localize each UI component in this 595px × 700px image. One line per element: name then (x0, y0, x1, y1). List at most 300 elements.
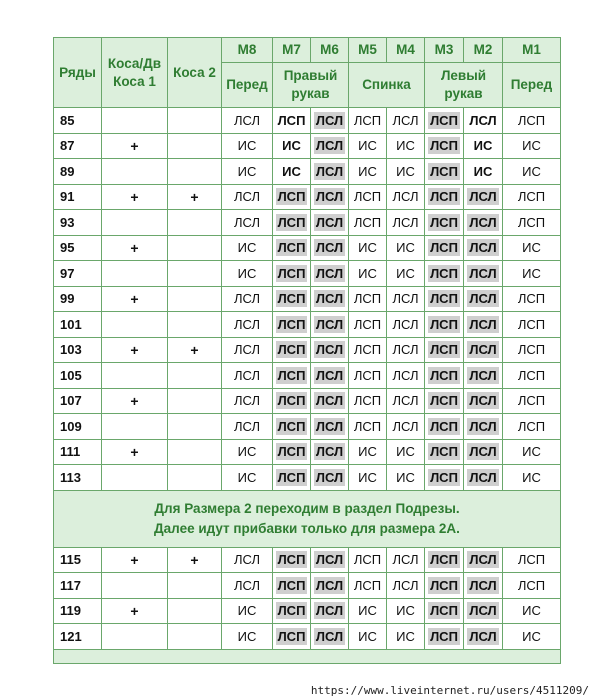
stitch-cell (425, 439, 464, 465)
stitch-cell: ИС (387, 261, 425, 287)
stitch-label: ЛСП (430, 112, 458, 128)
header-m7: М7 (273, 38, 311, 63)
stitch-cell (273, 286, 311, 312)
stitch-cell: ЛСП (503, 184, 561, 210)
row-number: 95 (54, 235, 102, 261)
stitch-cell (425, 573, 464, 599)
stitch-label: ЛСП (430, 603, 458, 619)
stitch-label: ЛСП (277, 393, 306, 409)
kosa-2-mark (168, 108, 222, 134)
stitch-cell (273, 235, 311, 261)
stitch-cell: ЛСП (349, 210, 387, 236)
kosa-1-mark: + (102, 388, 168, 414)
stitch-label: ЛСП (430, 418, 458, 434)
stitch-label: ЛСП (430, 469, 458, 485)
kosa-2-mark (168, 159, 222, 185)
stitch-cell: ЛСЛ (387, 388, 425, 414)
kosa-2-mark: + (168, 547, 222, 573)
stitch-cell: ИС (503, 159, 561, 185)
table-row (54, 465, 561, 491)
stitch-cell: ЛСЛ (222, 210, 273, 236)
stitch-cell: ЛСЛ (222, 547, 273, 573)
stitch-label: ЛСП (430, 444, 458, 460)
stitch-cell (464, 414, 503, 440)
stitch-cell (273, 465, 311, 491)
row-number: 91 (54, 184, 102, 210)
row-number: 99 (54, 286, 102, 312)
stitch-cell (273, 363, 311, 389)
stitch-cell: ИС (387, 624, 425, 650)
stitch-label: ЛСП (430, 367, 458, 383)
note-line-2: Далее идут прибавки только для размера 2А. (154, 520, 460, 536)
stitch-label: ЛСЛ (315, 214, 344, 230)
row-number: 85 (54, 108, 102, 134)
stitch-cell: ЛСЛ (387, 312, 425, 338)
stitch-label: ЛСП (430, 577, 458, 593)
stitch-cell (311, 312, 349, 338)
header-kosa-2: Коса 2 (168, 38, 222, 108)
header-m5: М5 (349, 38, 387, 63)
stitch-label: ЛСП (430, 240, 458, 256)
stitch-label: ЛСП (430, 265, 458, 281)
stitch-cell (425, 210, 464, 236)
stitch-label: ЛСЛ (469, 240, 497, 256)
stitch-cell (311, 547, 349, 573)
kosa-2-mark (168, 261, 222, 287)
table-row (54, 363, 561, 389)
stitch-cell: ЛСЛ (222, 286, 273, 312)
stitch-cell: ИС (273, 159, 311, 185)
stitch-cell (464, 573, 503, 599)
stitch-label: ЛСП (430, 316, 458, 332)
stitch-cell (311, 210, 349, 236)
stitch-cell (311, 184, 349, 210)
stitch-cell: ИС (222, 624, 273, 650)
stitch-label: ЛСЛ (469, 367, 497, 383)
stitch-label: ЛСП (277, 628, 306, 644)
stitch-label: ЛСП (430, 628, 458, 644)
header-m4: М4 (387, 38, 425, 63)
stitch-cell: ЛСЛ (222, 414, 273, 440)
stitch-label: ЛСЛ (315, 552, 344, 568)
header-m8: М8 (222, 38, 273, 63)
stitch-cell: ЛСП (349, 388, 387, 414)
row-number: 115 (54, 547, 102, 573)
stitch-cell (464, 337, 503, 363)
stitch-cell: ИС (387, 439, 425, 465)
kosa-2-mark (168, 388, 222, 414)
stitch-cell (273, 337, 311, 363)
footer-row (54, 649, 561, 663)
stitch-cell: ЛСП (349, 363, 387, 389)
stitch-cell: ИС (349, 598, 387, 624)
stitch-cell (464, 624, 503, 650)
row-number: 119 (54, 598, 102, 624)
stitch-cell: ИС (349, 261, 387, 287)
stitch-cell: ИС (273, 133, 311, 159)
watermark-url: https://www.liveinternet.ru/users/4511209/ (310, 684, 589, 697)
stitch-label: ЛСП (277, 214, 306, 230)
row-number: 97 (54, 261, 102, 287)
stitch-cell: ЛСЛ (222, 184, 273, 210)
stitch-cell (311, 388, 349, 414)
stitch-cell: ЛСП (349, 547, 387, 573)
stitch-label: ЛСЛ (469, 577, 497, 593)
stitch-cell (311, 108, 349, 134)
stitch-label: ЛСЛ (315, 240, 344, 256)
stitch-cell: ИС (349, 439, 387, 465)
stitch-cell: ИС (503, 235, 561, 261)
stitch-cell: ИС (349, 465, 387, 491)
stitch-cell: ЛСП (349, 108, 387, 134)
header-back: Спинка (349, 63, 425, 108)
stitch-label: ЛСЛ (469, 469, 497, 485)
stitch-label: ЛСЛ (315, 603, 344, 619)
stitch-cell: ЛСП (503, 108, 561, 134)
stitch-label: ЛСЛ (315, 265, 344, 281)
stitch-label: ЛСП (277, 240, 306, 256)
kosa-2-mark (168, 312, 222, 338)
kosa-1-mark: + (102, 439, 168, 465)
stitch-cell: ЛСП (349, 286, 387, 312)
table-row (54, 439, 561, 465)
header-left-sleeve: Левый рукав (425, 63, 503, 108)
stitch-cell (464, 547, 503, 573)
stitch-label: ЛСЛ (315, 367, 344, 383)
stitch-label: ЛСП (277, 291, 306, 307)
stitch-label: ЛСЛ (469, 603, 497, 619)
kosa-1-mark (102, 159, 168, 185)
stitch-cell: ИС (222, 133, 273, 159)
kosa-1-mark: + (102, 337, 168, 363)
stitch-cell: ИС (503, 133, 561, 159)
stitch-cell: ЛСП (503, 337, 561, 363)
stitch-cell (464, 312, 503, 338)
kosa-2-mark (168, 465, 222, 491)
table-row (54, 235, 561, 261)
header-rows: Ряды (54, 38, 102, 108)
stitch-cell: ЛСЛ (464, 108, 503, 134)
stitch-cell (311, 598, 349, 624)
stitch-label: ЛСЛ (469, 628, 497, 644)
stitch-label: ЛСЛ (315, 418, 344, 434)
header-m6: М6 (311, 38, 349, 63)
stitch-label: ЛСЛ (315, 469, 344, 485)
stitch-cell (425, 363, 464, 389)
stitch-label: ЛСП (277, 418, 306, 434)
table-row (54, 414, 561, 440)
table-row (54, 573, 561, 599)
stitch-cell (425, 598, 464, 624)
row-number: 89 (54, 159, 102, 185)
stitch-cell: ИС (349, 133, 387, 159)
stitch-cell (425, 159, 464, 185)
stitch-cell: ИС (222, 261, 273, 287)
table-row (54, 624, 561, 650)
table-row (54, 184, 561, 210)
header-right-sleeve: Правый рукав (273, 63, 349, 108)
stitch-cell: ЛСП (503, 573, 561, 599)
stitch-cell (273, 547, 311, 573)
kosa-1-mark (102, 573, 168, 599)
stitch-label: ЛСП (430, 163, 458, 179)
stitch-cell: ЛСЛ (222, 108, 273, 134)
stitch-cell: ИС (464, 159, 503, 185)
stitch-label: ЛСП (277, 316, 306, 332)
row-number: 121 (54, 624, 102, 650)
stitch-cell (311, 414, 349, 440)
kosa-2-mark (168, 363, 222, 389)
row-number: 109 (54, 414, 102, 440)
stitch-cell: ИС (222, 465, 273, 491)
stitch-cell: ЛСП (503, 363, 561, 389)
header-front-left: Перед (222, 63, 273, 108)
stitch-label: ЛСЛ (315, 577, 344, 593)
stitch-cell: ИС (503, 624, 561, 650)
stitch-cell: ИС (222, 235, 273, 261)
stitch-cell (311, 159, 349, 185)
row-number: 87 (54, 133, 102, 159)
row-number: 93 (54, 210, 102, 236)
stitch-label: ЛСЛ (469, 265, 497, 281)
stitch-cell: ЛСЛ (222, 573, 273, 599)
table-row (54, 210, 561, 236)
stitch-cell (311, 286, 349, 312)
stitch-cell (464, 210, 503, 236)
kosa-2-mark (168, 573, 222, 599)
kosa-1-mark (102, 312, 168, 338)
stitch-cell: ЛСЛ (387, 210, 425, 236)
stitch-cell: ИС (222, 159, 273, 185)
stitch-cell (425, 337, 464, 363)
stitch-cell (273, 261, 311, 287)
stitch-label: ЛСП (430, 138, 458, 154)
stitch-cell (464, 465, 503, 491)
stitch-cell (425, 414, 464, 440)
stitch-cell (311, 624, 349, 650)
stitch-label: ЛСЛ (315, 444, 344, 460)
header-m2: М2 (464, 38, 503, 63)
stitch-cell: ИС (464, 133, 503, 159)
stitch-cell: ИС (503, 439, 561, 465)
footer-cell (54, 649, 561, 663)
stitch-cell (273, 573, 311, 599)
stitch-cell: ИС (503, 598, 561, 624)
stitch-cell: ИС (387, 465, 425, 491)
stitch-cell: ИС (503, 261, 561, 287)
stitch-cell (425, 235, 464, 261)
stitch-cell: ЛСП (273, 108, 311, 134)
stitch-cell: ЛСЛ (387, 414, 425, 440)
stitch-cell: ЛСЛ (387, 573, 425, 599)
stitch-cell (273, 414, 311, 440)
stitch-cell: ЛСП (503, 388, 561, 414)
stitch-label: ЛСЛ (469, 444, 497, 460)
stitch-cell: ЛСЛ (222, 337, 273, 363)
stitch-cell (425, 108, 464, 134)
stitch-cell (273, 184, 311, 210)
stitch-cell (464, 184, 503, 210)
stitch-cell: ЛСП (503, 414, 561, 440)
stitch-label: ЛСП (277, 444, 306, 460)
row-number: 117 (54, 573, 102, 599)
header-front-right: Перед (503, 63, 561, 108)
kosa-2-mark (168, 414, 222, 440)
kosa-2-mark (168, 210, 222, 236)
row-number: 107 (54, 388, 102, 414)
stitch-label: ЛСЛ (469, 214, 497, 230)
table-row (54, 547, 561, 573)
stitch-label: ЛСП (277, 552, 306, 568)
stitch-label: ЛСЛ (469, 418, 497, 434)
stitch-label: ЛСЛ (315, 189, 344, 205)
stitch-cell (311, 465, 349, 491)
table-row (54, 159, 561, 185)
stitch-label: ЛСП (277, 265, 306, 281)
stitch-cell: ИС (349, 159, 387, 185)
kosa-1-mark (102, 465, 168, 491)
kosa-2-mark: + (168, 184, 222, 210)
row-number: 101 (54, 312, 102, 338)
stitch-label: ЛСЛ (315, 138, 344, 154)
stitch-cell: ИС (387, 598, 425, 624)
stitch-cell (311, 261, 349, 287)
kosa-2-mark (168, 286, 222, 312)
kosa-2-mark (168, 439, 222, 465)
kosa-2-mark (168, 598, 222, 624)
header-kosa-dv: Коса/Дв Коса 1 (102, 38, 168, 108)
stitch-label: ЛСП (277, 189, 306, 205)
stitch-label: ЛСП (430, 189, 458, 205)
stitch-cell (273, 439, 311, 465)
stitch-label: ЛСЛ (315, 393, 344, 409)
stitch-cell: ИС (503, 465, 561, 491)
kosa-2-mark (168, 235, 222, 261)
stitch-label: ЛСП (277, 577, 306, 593)
stitch-cell: ИС (349, 624, 387, 650)
stitch-cell: ЛСП (349, 414, 387, 440)
stitch-label: ЛСП (430, 291, 458, 307)
kosa-2-mark (168, 624, 222, 650)
stitch-label: ЛСЛ (469, 316, 497, 332)
table-row (54, 337, 561, 363)
stitch-cell (464, 235, 503, 261)
stitch-cell: ИС (387, 133, 425, 159)
kosa-1-mark (102, 624, 168, 650)
stitch-cell: ИС (222, 598, 273, 624)
stitch-cell (464, 286, 503, 312)
stitch-label: ЛСЛ (315, 163, 344, 179)
stitch-label: ЛСП (430, 342, 458, 358)
kosa-1-mark (102, 414, 168, 440)
stitch-cell (273, 598, 311, 624)
stitch-label: ЛСП (430, 214, 458, 230)
kosa-1-mark: + (102, 235, 168, 261)
kosa-1-mark: + (102, 598, 168, 624)
stitch-cell (464, 439, 503, 465)
stitch-cell (425, 184, 464, 210)
stitch-cell: ЛСЛ (387, 547, 425, 573)
stitch-cell (464, 261, 503, 287)
stitch-cell: ЛСП (503, 286, 561, 312)
stitch-cell (425, 388, 464, 414)
stitch-cell: ЛСЛ (387, 108, 425, 134)
stitch-cell (425, 547, 464, 573)
stitch-cell (273, 312, 311, 338)
stitch-label: ЛСП (277, 367, 306, 383)
stitch-cell (464, 598, 503, 624)
stitch-cell (273, 210, 311, 236)
row-number: 103 (54, 337, 102, 363)
stitch-cell (425, 312, 464, 338)
note-line-1: Для Размера 2 переходим в раздел Подрезы. (154, 500, 460, 516)
kosa-1-mark: + (102, 547, 168, 573)
stitch-cell: ЛСЛ (387, 184, 425, 210)
stitch-cell (425, 624, 464, 650)
stitch-cell (311, 363, 349, 389)
kosa-1-mark: + (102, 184, 168, 210)
table-row (54, 598, 561, 624)
kosa-1-mark: + (102, 133, 168, 159)
stitch-cell (311, 573, 349, 599)
stitch-cell (311, 439, 349, 465)
stitch-label: ЛСП (277, 342, 306, 358)
stitch-cell (311, 337, 349, 363)
stitch-cell: ЛСЛ (222, 312, 273, 338)
stitch-label: ЛСП (430, 393, 458, 409)
stitch-cell: ЛСЛ (222, 388, 273, 414)
header-m3: М3 (425, 38, 464, 63)
stitch-label: ЛСЛ (315, 291, 344, 307)
stitch-label: ЛСЛ (469, 189, 497, 205)
stitch-cell: ЛСП (349, 337, 387, 363)
stitch-cell: ИС (349, 235, 387, 261)
stitch-cell (425, 261, 464, 287)
kosa-1-mark (102, 261, 168, 287)
row-number: 113 (54, 465, 102, 491)
stitch-cell: ЛСП (349, 184, 387, 210)
table-row (54, 312, 561, 338)
stitch-cell: ИС (222, 439, 273, 465)
stitch-label: ЛСЛ (469, 342, 497, 358)
kosa-1-mark (102, 363, 168, 389)
stitch-cell (425, 465, 464, 491)
stitch-cell: ЛСП (503, 312, 561, 338)
stitch-cell: ЛСЛ (222, 363, 273, 389)
stitch-label: ЛСЛ (315, 342, 344, 358)
table-row (54, 286, 561, 312)
stitch-cell: ЛСЛ (387, 363, 425, 389)
row-number: 111 (54, 439, 102, 465)
stitch-cell: ЛСЛ (387, 337, 425, 363)
stitch-cell (425, 133, 464, 159)
stitch-cell (273, 624, 311, 650)
note-row (54, 490, 561, 547)
stitch-cell: ИС (387, 235, 425, 261)
stitch-cell: ЛСП (503, 210, 561, 236)
stitch-cell: ЛСП (349, 312, 387, 338)
stitch-cell (464, 388, 503, 414)
table-row (54, 108, 561, 134)
table-row (54, 133, 561, 159)
table-row (54, 388, 561, 414)
table-row (54, 261, 561, 287)
stitch-label: ЛСЛ (469, 552, 497, 568)
stitch-label: ЛСП (277, 603, 306, 619)
stitch-label: ЛСП (430, 552, 458, 568)
kosa-1-mark (102, 108, 168, 134)
kosa-1-mark: + (102, 286, 168, 312)
